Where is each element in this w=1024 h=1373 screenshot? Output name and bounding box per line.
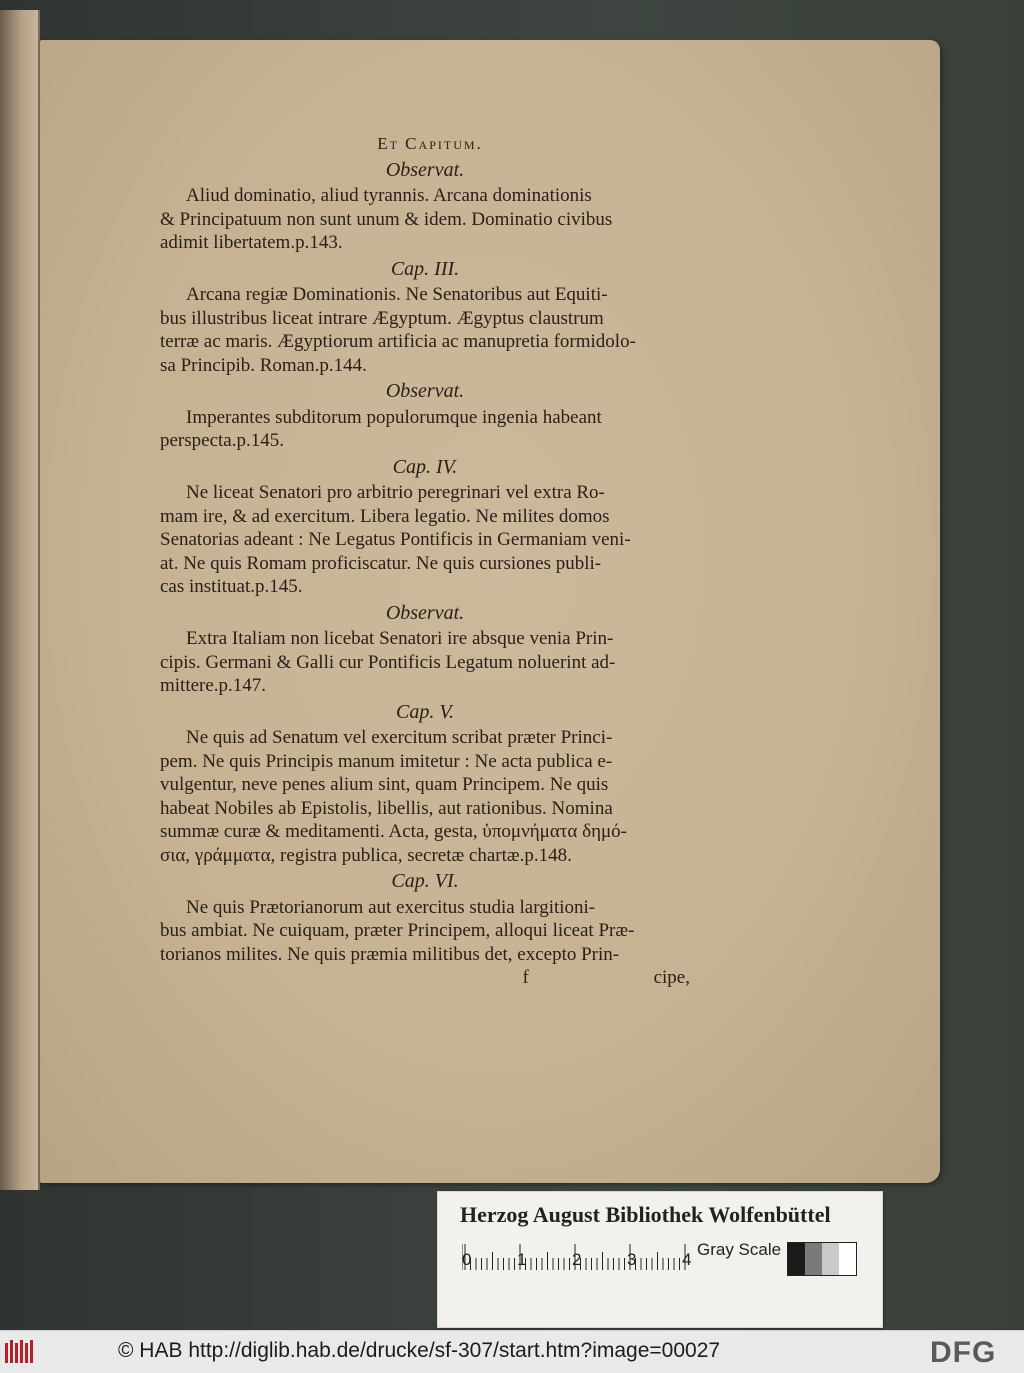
text-line: torianos milites. Ne quis præmia militibus det, excepto Prin- — [160, 943, 620, 965]
section-heading: Cap. V. — [396, 700, 454, 723]
text-line: perspecta.p.145. — [160, 430, 284, 451]
gray-scale-swatches — [787, 1242, 857, 1276]
facing-page-edge — [0, 10, 40, 1190]
dfg-logo: DFG — [930, 1336, 997, 1369]
ruler-number: 0 — [462, 1250, 472, 1269]
text-line: σια, γράμματα, registra publica, secretæ chartæ.p.148. — [160, 844, 572, 866]
text-line: & Principatuum non sunt unum & idem. Dominatio civibus — [160, 208, 613, 230]
text-line: sa Principib. Roman.p.144. — [160, 354, 367, 376]
text-line: Ne liceat Senatori pro arbitrio peregrinari vel extra Ro- — [186, 482, 605, 503]
section-paragraph — [160, 283, 690, 377]
ruler-number: 1 — [517, 1250, 527, 1269]
text-line: bus illustribus liceat intrare Ægyptum. Ægyptus claustrum — [160, 307, 604, 329]
text-line: pem. Ne quis Principis manum imitetur : Ne acta publica e- — [160, 750, 613, 772]
text-line: Imperantes subditorum populorumque ingenia habeant — [186, 406, 602, 428]
copyright-url[interactable]: © HAB http://diglib.hab.de/drucke/sf-307/start.htm?image=00027 — [118, 1339, 721, 1362]
text-line: cas instituat.p.145. — [160, 576, 303, 597]
text-line: habeat Nobiles ab Epistolis, libellis, aut rationibus. Nomina — [160, 797, 613, 819]
text-line: vulgentur, neve penes alium sint, quam Principem. Ne quis — [160, 774, 609, 795]
color-scale-card — [437, 1191, 883, 1328]
text-line: Aliud dominatio, aliud tyrannis. Arcana dominationis — [186, 185, 592, 206]
text-line: bus ambiat. Ne cuiquam, præter Principem, alloqui liceat Præ- — [160, 920, 635, 941]
text-line: summæ curæ & meditamenti. Acta, gesta, ὑπομνήματα δημό- — [160, 821, 628, 842]
text-line: Ne quis ad Senatum vel exercitum scribat præter Princi- — [186, 727, 613, 748]
gray-swatch — [839, 1243, 856, 1275]
library-name: Herzog August Bibliothek Wolfenbüttel — [460, 1202, 831, 1227]
gray-swatch — [805, 1243, 822, 1275]
section-paragraph — [160, 481, 690, 599]
footer-bar — [0, 1330, 1024, 1373]
section-heading: Observat. — [385, 601, 465, 624]
section-paragraph — [160, 406, 690, 453]
text-line: mittere.p.147. — [160, 675, 267, 696]
text-line: terræ ac maris. Ægyptiorum artificia ac manupretia formidolo- — [160, 331, 636, 352]
ruler-number: 2 — [572, 1250, 582, 1269]
text-line: at. Ne quis Romam proficiscatur. Ne quis cursiones publi- — [160, 552, 602, 574]
catchline — [160, 966, 690, 990]
text-line: Extra Italiam non licebat Senatori ire absque venia Prin- — [186, 628, 614, 649]
running-head: Et Capitum. — [377, 134, 483, 153]
book-page — [40, 40, 940, 1183]
text-line: cipis. Germani & Galli cur Pontificis Legatum noluerint ad- — [160, 651, 616, 673]
section-paragraph — [160, 184, 690, 255]
hab-logo-icon — [4, 1337, 38, 1367]
sections — [160, 159, 690, 967]
ruler-number: 3 — [627, 1250, 637, 1269]
section-heading: Observat. — [385, 380, 465, 402]
section-heading: Cap. III. — [390, 257, 460, 280]
ruler-number: 4 — [682, 1250, 692, 1269]
section-heading: Cap. VI. — [391, 870, 459, 892]
gray-scale-label: Gray Scale — [697, 1240, 782, 1259]
section-paragraph — [160, 627, 690, 698]
section-heading: Cap. IV. — [392, 455, 458, 478]
signature-mark: f — [522, 967, 529, 988]
text-line: Arcana regiæ Dominationis. Ne Senatoribus aut Equiti- — [186, 284, 608, 305]
gray-swatch — [788, 1243, 805, 1275]
section-paragraph — [160, 896, 690, 967]
catchword: cipe, — [653, 967, 690, 988]
text-line: Ne quis Prætorianorum aut exercitus studia largitioni- — [186, 896, 596, 918]
text-line: Senatorias adeant : Ne Legatus Pontificis in Germaniam veni- — [160, 529, 631, 550]
text-line: adimit libertatem.p.143. — [160, 232, 343, 253]
text-line: mam ire, & ad exercitum. Libera legatio. Ne milites domos — [160, 505, 610, 527]
section-paragraph — [160, 726, 690, 867]
section-heading: Observat. — [385, 158, 465, 181]
gray-swatch — [822, 1243, 839, 1275]
page-text — [160, 132, 690, 990]
